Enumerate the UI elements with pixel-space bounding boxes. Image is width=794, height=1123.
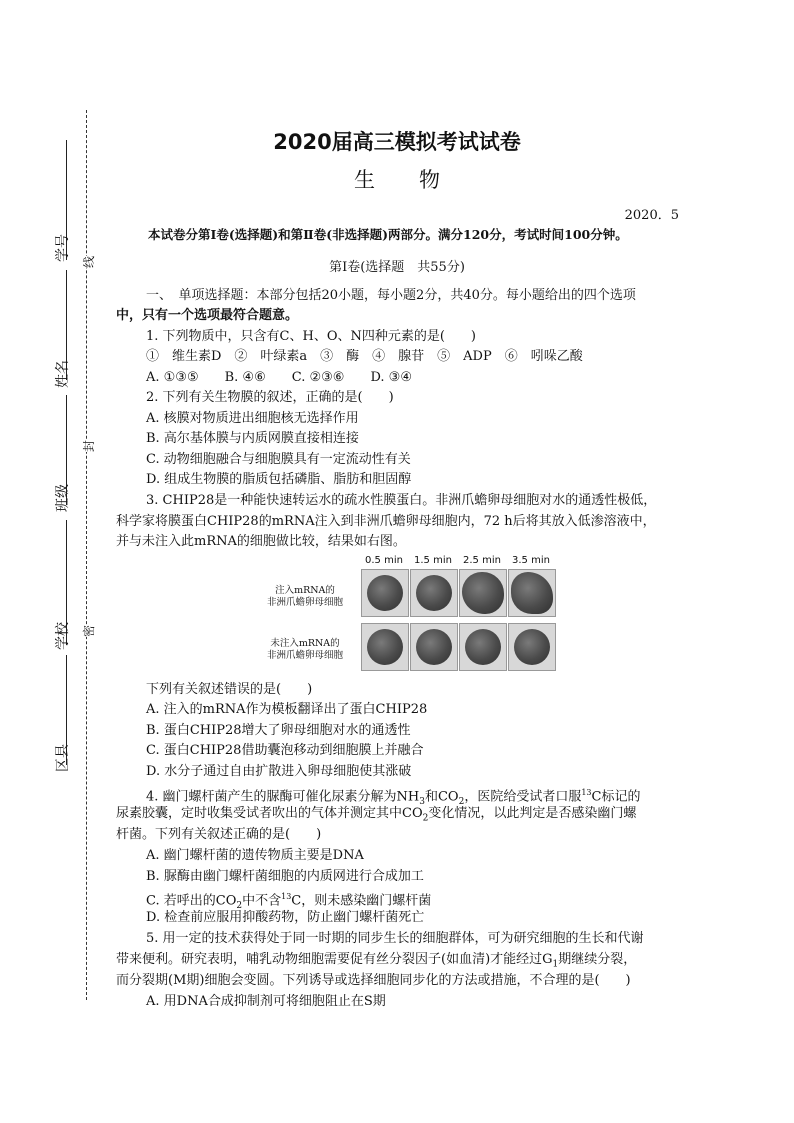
oocyte-photo <box>459 569 507 617</box>
q4-line-1-b: 和CO <box>424 789 459 805</box>
subject-title: 生物 <box>354 168 484 192</box>
q4-sub: 2 <box>458 796 465 807</box>
exam-date: 2020．5 <box>624 208 679 223</box>
q4-line-1-c: ，医院给受试者口服 <box>464 789 582 805</box>
q5-line-3: 而分裂期(M期)细胞会变圆。下列诱导或选择细胞同步化的方法或措施，不合理的是( ) <box>116 973 631 988</box>
q4-option-c-a: C. 若呼出的CO <box>146 893 237 909</box>
q4-option-c-b: 中不含 <box>242 893 282 909</box>
q4-option-c-c: C，则未感染幽门螺杆菌 <box>291 893 432 909</box>
binding-dashed-line <box>86 110 87 1000</box>
oocyte-photo <box>459 623 507 671</box>
q1-items: ① 维生素D ② 叶绿素a ③ 酶 ④ 腺苷 ⑤ ADP ⑥ 吲哚乙酸 <box>146 349 583 364</box>
row-label-injected <box>255 585 355 609</box>
q2-option-b: B. 高尔基体膜与内质网膜直接相连接 <box>146 431 359 446</box>
section-instruction-1: 一、 单项选择题：本部分包括20小题，每小题2分，共40分。每小题给出的四个选项 <box>146 288 636 303</box>
oocyte-photo <box>410 623 458 671</box>
q4-line-2-a: 尿素胶囊，定时收集受试者吹出的气体并测定其中CO <box>116 806 423 821</box>
q5-line-1: 5. 用一定的技术获得处于同一时期的同步生长的细胞群体，可为研究细胞的生长和代谢 <box>146 931 644 946</box>
q3-option-c: C. 蛋白CHIP28借助囊泡移动到细胞膜上并融合 <box>146 743 424 758</box>
q2-option-c: C. 动物细胞融合与细胞膜具有一定流动性有关 <box>146 452 411 467</box>
q2-stem: 2. 下列有关生物膜的叙述，正确的是( ) <box>146 390 394 405</box>
q2-option-a: A. 核膜对物质进出细胞核无选择作用 <box>146 411 359 426</box>
q3-option-b: B. 蛋白CHIP28增大了卵母细胞对水的通透性 <box>146 723 411 738</box>
q5-option-a: A. 用DNA合成抑制剂可将细胞阻止在S期 <box>146 994 386 1009</box>
q5-sub: 1 <box>552 959 559 970</box>
time-label: 0.5 min <box>365 555 403 566</box>
oocyte-photo <box>361 569 409 617</box>
q4-line-1-a: 4. 幽门螺杆菌产生的脲酶可催化尿素分解为NH <box>146 789 420 805</box>
name-label: 姓名 <box>55 360 71 388</box>
q4-sub: 3 <box>419 796 425 807</box>
q5-line-2-b: 期继续分裂， <box>558 952 637 967</box>
mark-line: 线 <box>82 255 96 268</box>
oocyte-photo <box>508 569 556 617</box>
section-instruction-2: 中，只有一个选项最符合题意。 <box>116 308 299 323</box>
q4-option-a: A. 幽门螺杆菌的遗传物质主要是DNA <box>146 848 364 863</box>
school-label: 学校 <box>55 622 71 650</box>
time-label: 2.5 min <box>463 555 501 566</box>
row-label-injected-line2: 非洲爪蟾卵母细胞 <box>266 597 343 608</box>
time-label: 3.5 min <box>512 555 550 566</box>
row-label-uninjected-line1: 未注入mRNA的 <box>270 638 340 649</box>
oocyte-photo <box>410 569 458 617</box>
row-label-uninjected <box>255 638 355 662</box>
row-label-uninjected-line2: 非洲爪蟾卵母细胞 <box>266 650 343 661</box>
mark-seal: 封 <box>82 439 96 452</box>
q5-line-2-a: 带来便利。研究表明，哺乳动物细胞需要促有丝分裂因子(如血清)才能经过G <box>116 952 553 967</box>
exam-notice: 本试卷分第Ⅰ卷(选择题)和第Ⅱ卷(非选择题)两部分。满分120分，考试时间100分钟。 <box>148 227 628 242</box>
q3-line-3: 并与未注入此mRNA的细胞做比较，结果如右图。 <box>116 534 406 549</box>
oocyte-figure <box>263 555 563 675</box>
q3-stem: 下列有关叙述错误的是( ) <box>146 682 313 697</box>
q4-sub: 2 <box>422 813 429 824</box>
student-no-label: 学号 <box>55 234 71 262</box>
q4-line-1-d: C标记的 <box>591 789 641 805</box>
q2-option-d: D. 组成生物膜的脂质包括磷脂、脂肪和胆固醇 <box>146 472 412 487</box>
q4-sup: 13 <box>281 892 292 901</box>
row-label-injected-line1: 注入mRNA的 <box>275 585 335 596</box>
part-one-heading: 第Ⅰ卷(选择题 共55分) <box>329 260 465 275</box>
class-label: 班级 <box>55 484 71 512</box>
oocyte-photo <box>361 623 409 671</box>
q3-option-a: A. 注入的mRNA作为模板翻译出了蛋白CHIP28 <box>146 702 428 717</box>
page-title: 2020届高三模拟考试试卷 <box>273 130 521 154</box>
mark-secret: 密 <box>82 624 96 637</box>
q4-line-2-b: 变化情况，以此判定是否感染幽门螺 <box>428 806 637 821</box>
q4-sup: 13 <box>581 788 592 797</box>
oocyte-photo <box>508 623 556 671</box>
district-label: 区县 <box>55 744 71 772</box>
q3-line-2: 科学家将膜蛋白CHIP28的mRNA注入到非洲爪蟾卵母细胞内，72 h后将其放入低渗溶液中， <box>116 514 656 529</box>
q4-option-b: B. 脲酶由幽门螺杆菌细胞的内质网进行合成加工 <box>146 869 424 884</box>
q1-options: A. ①③⑤ B. ④⑥ C. ②③⑥ D. ③④ <box>146 370 412 385</box>
q1-stem: 1. 下列物质中，只含有C、H、O、N四种元素的是( ) <box>146 329 476 344</box>
q3-option-d: D. 水分子通过自由扩散进入卵母细胞使其涨破 <box>146 764 412 779</box>
q4-sub: 2 <box>236 900 243 911</box>
q3-line-1: 3. CHIP28是一种能快速转运水的疏水性膜蛋白。非洲爪蟾卵母细胞对水的通透性极低， <box>146 493 657 508</box>
q4-line-3: 杆菌。下列有关叙述正确的是( ) <box>116 827 322 842</box>
q4-option-d: D. 检查前应服用抑酸药物，防止幽门螺杆菌死亡 <box>146 910 425 925</box>
time-label: 1.5 min <box>414 555 452 566</box>
